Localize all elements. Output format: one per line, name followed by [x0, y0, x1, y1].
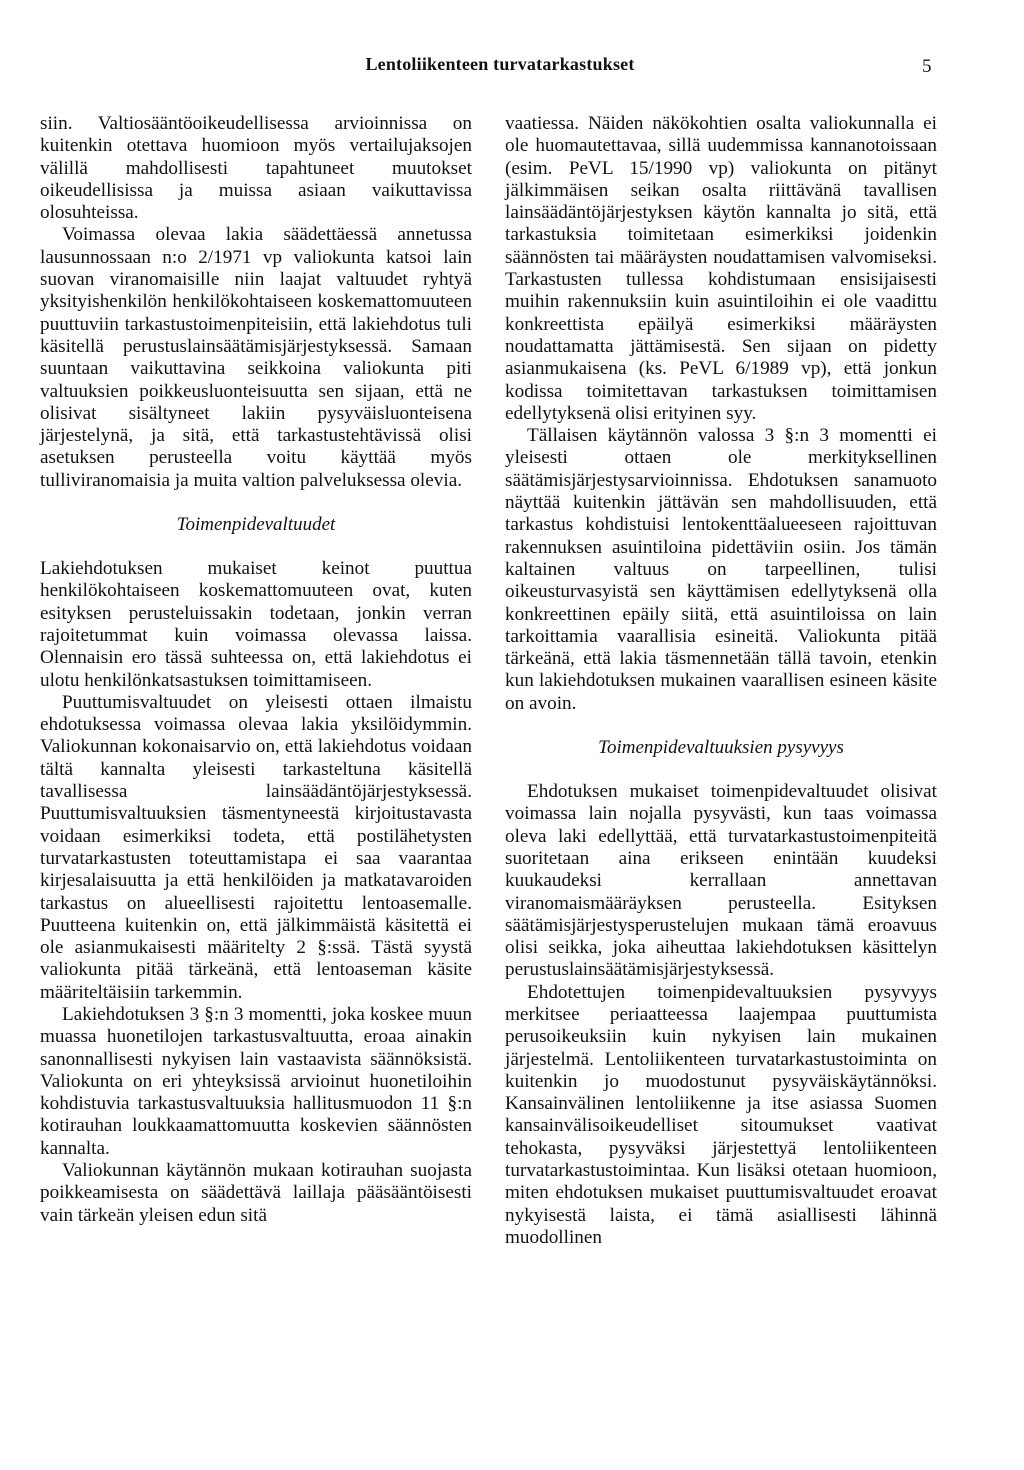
paragraph: Lakiehdotuksen mukaiset keinot puuttua henkilökohtaiseen koskemattomuuteen ovat, kuten esityksen perusteluissakin todetaan, jonkin verran rajoitetummat kuin voimassa olevassa laissa. Olennaisin ero tässä suhteessa on, että lakiehdotus ei ulotu henkilönkatsastuksen toimittamiseen. [40, 558, 472, 691]
right-column [505, 113, 937, 1249]
paragraph: Ehdotettujen toimenpidevaltuuksien pysyvyys merkitsee periaatteessa laajempaa puuttumista perusoikeuksiin kuin nykyisen lain mukainen järjestelmä. Lentoliikenteen turvatarkastustoiminta on kuitenkin jo muodostunut pysyväiskäytännöksi. Kansainvälinen lentoliikenne ja itse asiassa Suomen kansainvälisoikeudelliset sitoumukset vaativat tehokasta, pysyväksi järjestettyä lentoliikenteen turvatarkastustoimintaa. Kun lisäksi otetaan huomioon, miten ehdotuksen mukaiset puuttumisvaltuudet eroavat nykyisestä laista, ei tämä asiallisesti lähinnä muodollinen [505, 981, 937, 1248]
section-heading: Toimenpidevaltuuksien pysyvyys [598, 737, 844, 759]
paragraph: Voimassa olevaa lakia säädettäessä annetussa lausunnossaan n:o 2/1971 vp valiokunta katsoi lain suovan viranomaisille niin laajat valtuudet ryhtyä yksityishenkilön henkilökohtaiseen koskemattomuuteen puuttuviin tarkastustoimenpiteisiin, että lakiehdotus tuli käsitellä perustuslainsäätämisjärjestyksessä. Samaan suuntaan vaikuttavina seikkoina valiokunta piti valtuuksien poikkeusluonteisuutta sen sijaan, että ne olisivat sisältyneet lakiin pysyväisluonteisena järjestelynä, ja sitä, että tarkastustehtävissä olisi asetuksen perusteella voitu käyttää myös tulliviranomaisia ja muita valtion palveluksessa olevia. [40, 224, 472, 491]
left-column [40, 113, 472, 1227]
paragraph: vaatiessa. Näiden näkökohtien osalta valiokunnalla ei ole huomautettavaa, sillä uudemmissa kannanotoissaan (esim. PeVL 15/1990 vp) valiokunta on pitänyt jälkimmäisen seikan osalta riittävänä tavallisen lainsäädäntöjärjestyksen käytön kannalta jo sitä, että tarkastuksia toimitetaan esimerkiksi joidenkin säännösten tai määräysten noudattamisen valvomiseksi. Tarkastusten tullessa kohdistumaan ensisijaisesti muihin rakennuksiin kuin asuintiloihin ei ole vaadittu konkreettista epäilyä esimerkiksi määräysten noudattamatta jättämisestä. Sen sijaan on pidetty asianmukaisena (ks. PeVL 6/1989 vp), että jonkun kodissa toimitettavan tarkastuksen toimittamisen edellytyksenä olisi erityinen syy. [505, 113, 937, 424]
paragraph: Valiokunnan käytännön mukaan kotirauhan suojasta poikkeamisesta on säädettävä laillaja pääsääntöisesti vain tärkeän yleisen edun sitä [40, 1160, 472, 1226]
page-number: 5 [922, 56, 932, 77]
paragraph: Ehdotuksen mukaiset toimenpidevaltuudet olisivat voimassa lain nojalla pysyvästi, kun taas voimassa oleva laki edellyttää, että turvatarkastustoimenpiteitä suoritetaan aina erikseen enintään kuudeksi kuukaudeksi kerrallaan annettavan viranomaismääräyksen perusteella. Esityksen säätämisjärjestysperustelujen mukaan tämä eroavuus olisi seikka, joka aiheuttaa lakiehdotuksen käsittelyn perustuslainsäätämisjärjestyksessä. [505, 781, 937, 981]
paragraph: Lakiehdotuksen 3 §:n 3 momentti, joka koskee muun muassa huonetilojen tarkastusvaltuutta, eroaa ainakin sanonnallisesti nykyisen lain vastaavista säännöksistä. Valiokunta on eri yhteyksissä arvioinut huonetiloihin kohdistuvia tarkastusvaltuuksia hallitusmuodon 11 §:n kotirauhan loukkaamattomuutta koskevien säännösten kannalta. [40, 1003, 472, 1159]
paragraph: Puuttumisvaltuudet on yleisesti ottaen ilmaistu ehdotuksessa voimassa olevaa lakia yksilöidymmin. Valiokunnan kokonaisarvio on, että lakiehdotus voidaan tältä kannalta yleisesti tarkasteltuna käsitellä tavallisessa lainsäädäntöjärjestyksessä. Puuttumisvaltuuksien täsmentyneestä kirjoitustavasta voidaan esimerkiksi todeta, että postilähetysten turvatarkastusten toteuttamistapa ei saa vaarantaa kirjesalaisuutta ja että henkilöiden ja matkatavaroiden tarkastus on alueellisesti rajoitettu lentoasemalle. Puutteena kuitenkin on, että jälkimmäistä käsitettä ei ole asianmukaisesti määritelty 2 §:ssä. Tästä syystä valiokunta pitää tärkeänä, että lentoaseman käsite määriteltäisiin tarkemmin. [40, 691, 472, 1003]
running-title: Lentoliikenteen turvatarkastukset [365, 54, 635, 74]
section-heading: Toimenpidevaltuudet [176, 514, 336, 536]
paragraph: Tällaisen käytännön valossa 3 §:n 3 momentti ei yleisesti ottaen ole merkityksellinen säätämisjärjestysarvioinnissa. Ehdotuksen sanamuoto näyttää kuitenkin jättävän sen mahdollisuuden, että tarkastus kohdistuisi lentokenttäalueeseen rajoittuvan rakennuksen asuintiloina pidettäviin osiin. Jos tämän kaltainen valtuus on tarpeellinen, tulisi oikeusturvasyistä sen käyttämisen edellytyksenä olla konkreettinen epäily siitä, että asuintiloissa on lain tarkoittamia vaarallisia esineitä. Valiokunta pitää tärkeänä, että lakia täsmennetään tällä tavoin, etenkin kun lakiehdotuksen mukainen vaarallisen esineen käsite on avoin. [505, 425, 937, 714]
paragraph: siin. Valtiosääntöoikeudellisessa arvioinnissa on kuitenkin otettava huomioon myös vertailujaksojen välillä mahdollisesti tapahtuneet muutokset oikeudellisissa ja muissa asiaan vaikuttavissa olosuhteissa. [40, 113, 472, 224]
